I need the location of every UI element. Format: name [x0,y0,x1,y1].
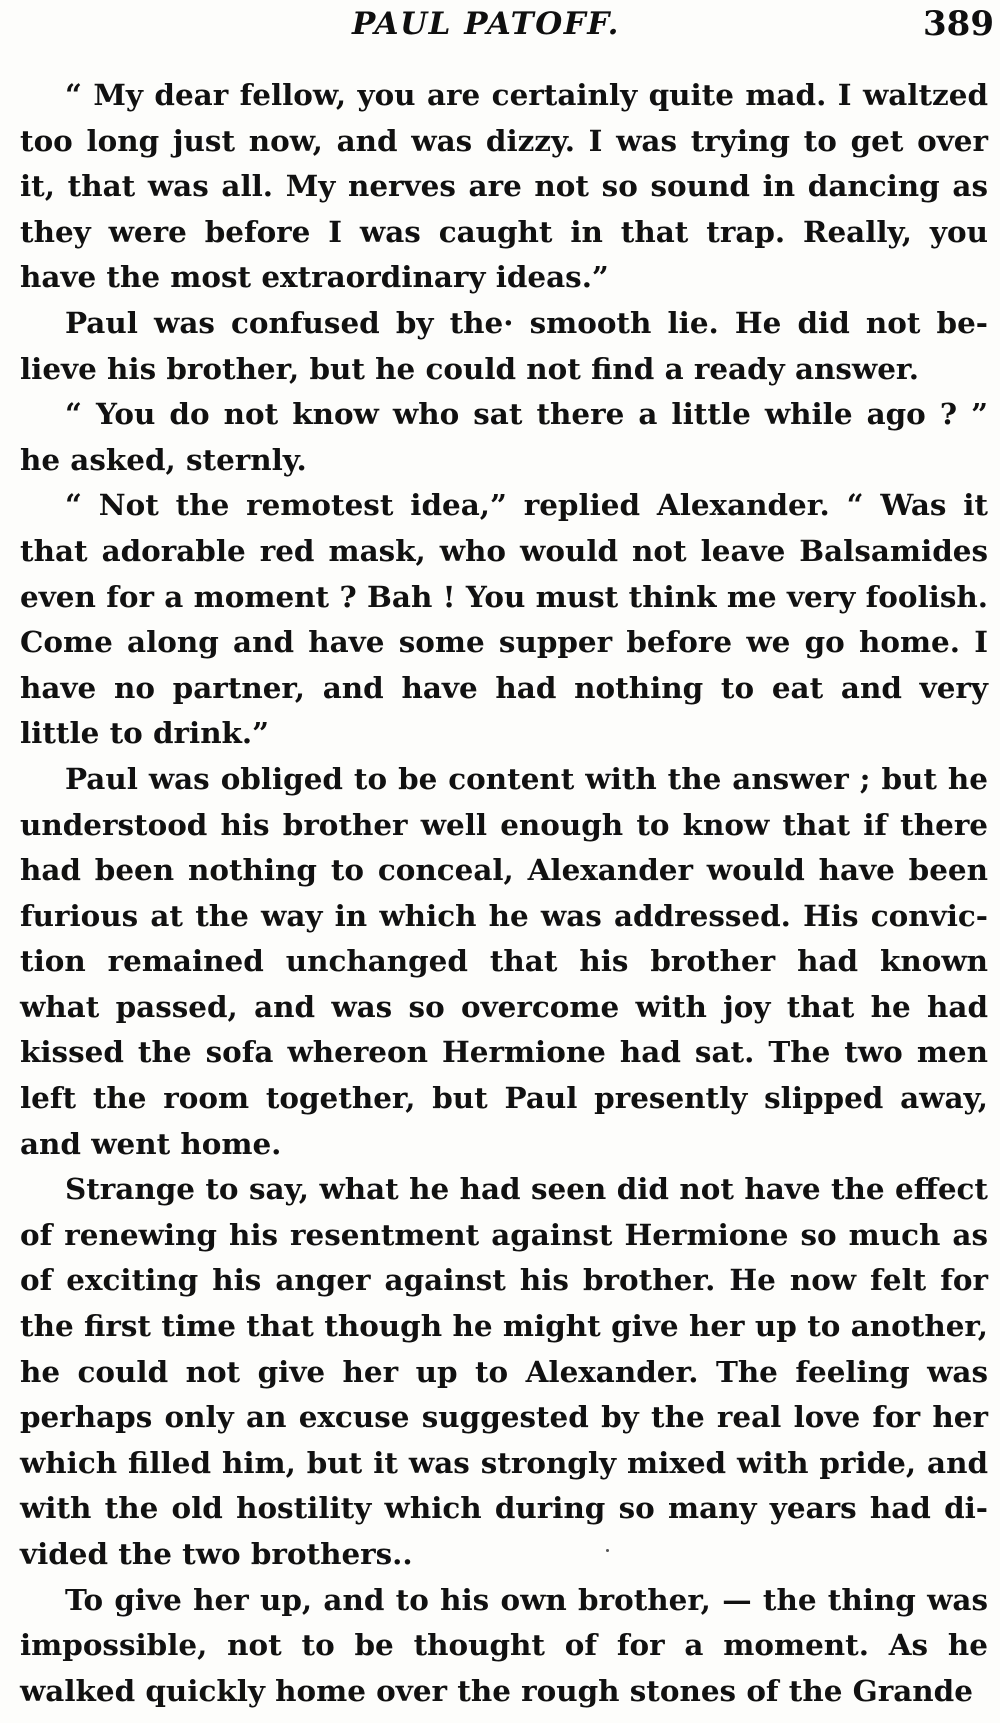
body-text [20,72,988,1713]
paragraph-remotest-idea: “ Not the remotest idea,” replied Alexander. “ Was it that adorable red mask, who would not leave Balsamides even for a moment ? Bah ! You must think me very foolish. Come along and have some supper before we go home. I have no partner, and have had nothing to eat and very little to drink.” [20,487,988,751]
paragraph-who-sat-there: “ You do not know who sat there a little while ago ? ” he asked, sternly. [20,396,988,477]
paragraph-paul-obliged: Paul was obliged to be content with the answer ; but he understood his brother well enough to know that if there had been nothing to conceal, Alexander would have been furious at the way in which he was addressed. His conviction remained unchanged that his brother had known what passed, and was so overcome with joy that he had kissed the sofa whereon Hermione had sat. The two men left the room together, but Paul presently slipped away, and went home. [20,760,988,1161]
paragraph-paul-confused: Paul was confused by the· smooth lie. He did not believe his brother, but he could not find a ready answer. [20,304,988,386]
page-header [0,4,1000,48]
paragraph-to-give-her-up: To give her up, and to his own brother, — the thing was impossible, not to be thought of for a moment. As he walked quickly home over the rough stones of the Grande [20,1581,988,1708]
paragraph-strange-to-say: Strange to say, what he had seen did not have the effect of renewing his resentment against Hermione so much as of exciting his anger against his brother. He now felt for the first time that though he might give her up to another, he could not give her up to Alexander. The feeling was perhaps only an excuse suggested by the real love for her which filled him, but it was strongly mixed with pride, and with the old hostility which during so many years had divided the two brothers.. [20,1171,988,1571]
page-number: 389 [923,4,994,44]
print-speck-mark [606,1549,609,1552]
paragraph-dialogue-alexander-dizzy: “ My dear fellow, you are certainly quite mad. I waltzed too long just now, and was dizzy. I was trying to get over it, that was all. My nerves are not so sound in dancing as they were before I was caught in that trap. Really, you have the most extraordinary ideas.” [20,77,988,295]
running-title: PAUL PATOFF. [352,6,620,42]
